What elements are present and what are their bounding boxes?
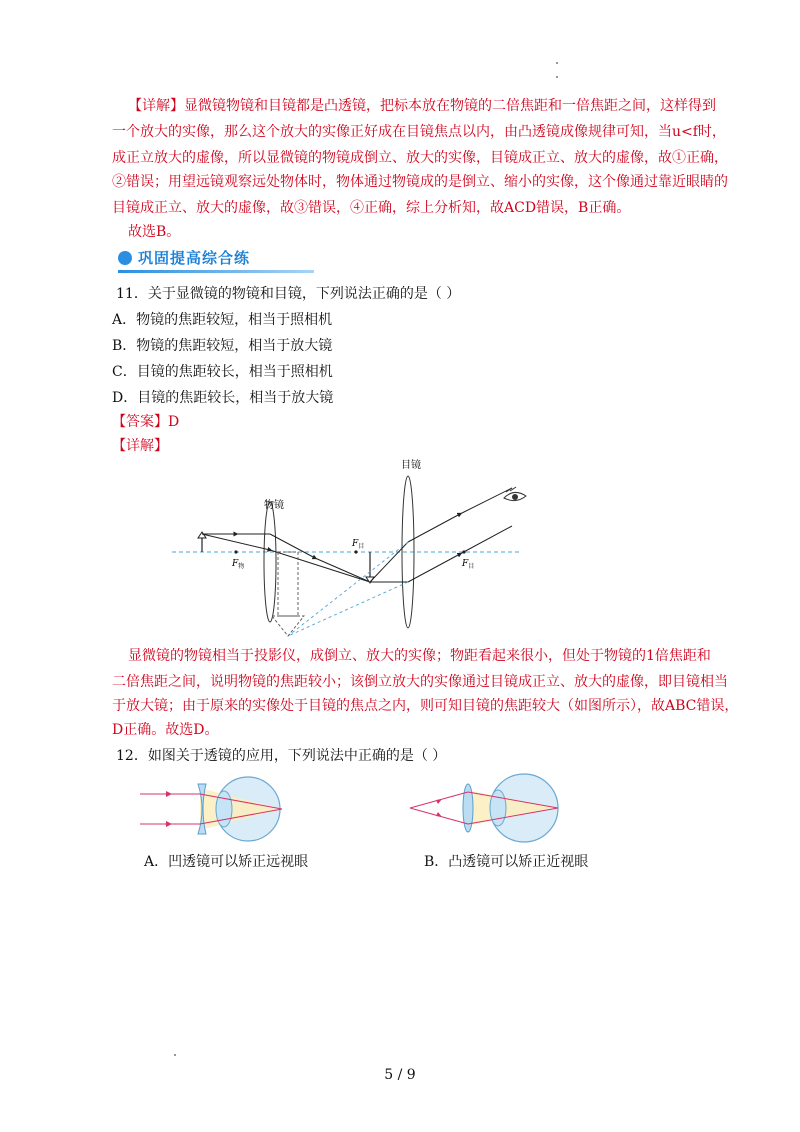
q11-option-d: D．目镜的焦距较长，相当于放大镜 [112,390,334,406]
detail-line-5: 目镜成正立、放大的虚像，故③错误，④正确，综上分析知，故ACD错误，B正确。 [112,200,631,216]
detail-line-3: 成正立放大的虚像，所以显微镜的物镜成倒立、放大的实像，目镜成正立、放大的虚像，故①正确， [112,150,728,166]
q12-option-a: A．凹透镜可以矫正远视眼 [144,854,309,870]
eye-diagram-b [406,770,566,846]
section-heading [118,246,314,272]
q12-option-b: B．凸透镜可以矫正近视眼 [424,854,589,870]
detail-conclusion: 故选B。 [128,224,181,240]
q11-explanation-1: 显微镜的物镜相当于投影仪，成倒立、放大的实像；物距看起来很小，但处于物镜的1倍焦距和 [128,648,711,664]
scan-dot [174,1054,176,1056]
eyepiece-label: 目镜 [401,460,421,471]
section-underline [118,270,314,273]
q11-answer: 【答案】D [112,414,180,430]
bullet-circle-icon [118,251,132,265]
q11-stem: 11．关于显微镜的物镜和目镜，下列说法正确的是（ ） [116,286,461,302]
page-number: 5 / 9 [384,1067,416,1083]
detail-line-1: 【详解】显微镜物镜和目镜都是凸透镜，把标本放在物镜的二倍焦距和一倍焦距之间，这样得到 [128,98,716,114]
q11-detail-label: 【详解】 [112,438,168,454]
q11-explanation-4: D正确。故选D。 [112,722,219,738]
scan-dot [556,62,558,64]
q11-option-a: A．物镜的焦距较短，相当于照相机 [112,312,333,328]
svg-text:F目 [351,539,364,550]
detail-line-2: 一个放大的实像，那么这个放大的实像正好成在目镜焦点以内，由凸透镜成像规律可知，当u<f时， [112,124,726,140]
microscope-ray-diagram [160,456,540,642]
f-eyepiece-label-2: F [462,559,469,569]
objective-lens [264,502,276,622]
objective-label: 物镜 [264,500,284,511]
section-title: 巩固提高综合练 [138,249,251,267]
eye-icon [504,487,526,501]
virtual-image-arrow [278,552,298,616]
f-eyepiece-sub-2: 目 [468,563,475,570]
convex-lens [463,784,473,832]
f-objective-sub: 物 [238,563,245,570]
svg-text:F目 [461,559,474,570]
detail-line-4: ②错误；用望远镜观察远处物体时，物体通过物镜成的是倒立、缩小的实像，这个像通过靠近眼睛的 [112,174,728,190]
f-objective-label: F [232,559,239,569]
svg-text:F物 [231,559,244,570]
q11-explanation-3: 于放大镜；由于原来的实像处于目镜的焦点之内，则可知目镜的焦距较大（如图所示），故ABC错误， [112,698,739,714]
q11-option-b: B．物镜的焦距较短，相当于放大镜 [112,338,333,354]
eye-diagram-a [136,774,296,844]
f-eyepiece-sub-1: 目 [358,543,365,550]
q11-option-c: C．目镜的焦距较长，相当于照相机 [112,364,333,380]
q12-stem: 12．如图关于透镜的应用，下列说法中正确的是（ ） [116,748,447,764]
q11-explanation-2: 二倍焦距之间，说明物镜的焦距较小；该倒立放大的实像通过目镜成正立、放大的虚像，即目镜相当 [112,674,728,690]
scan-dot [556,76,558,78]
f-eyepiece-label-1: F [352,539,359,549]
